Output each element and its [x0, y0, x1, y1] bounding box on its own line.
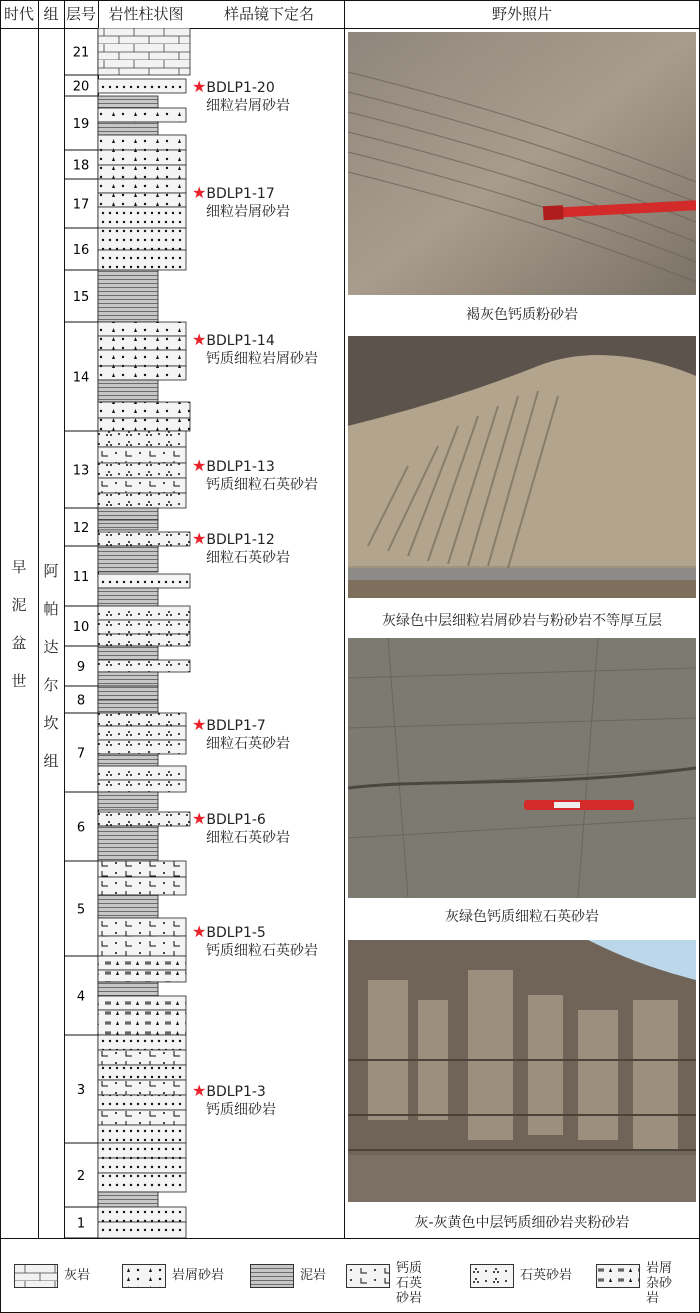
sample-divider: [344, 0, 345, 1238]
rock-bed-2-1: [98, 1143, 186, 1158]
rock-bed-7-1: [98, 713, 186, 726]
legend-quartz-sandstone-icon: [470, 1264, 514, 1288]
layer-number-17: 17: [72, 197, 90, 213]
rock-bed-14-5: [98, 380, 158, 402]
rock-bed-5-2: [98, 877, 186, 895]
rock-bed-13-4: [98, 478, 186, 493]
rock-bed-6-1: [98, 792, 158, 810]
rock-bed-4-4: [98, 996, 186, 1010]
rock-bed-5-5: [98, 936, 186, 956]
rock-bed-16-1: [98, 228, 186, 250]
star-icon: ★: [192, 529, 207, 548]
legend-calcareous-quartz-sandstone-icon: [346, 1264, 390, 1288]
rock-bed-10-1: [98, 606, 190, 620]
star-icon: ★: [192, 809, 207, 828]
rock-bed-5-1: [98, 861, 186, 877]
rock-bed-18-1: [98, 150, 186, 165]
top-border: [0, 0, 700, 1]
rock-bed-14-1: [98, 322, 186, 336]
rock-bed-3-5: [98, 1095, 186, 1110]
rock-bed-19-2: [98, 108, 186, 122]
rock-bed-8-1: [98, 686, 158, 700]
photo-caption-4: 灰-灰黄色中层钙质细砂岩夹粉砂岩: [414, 1215, 630, 1231]
legend-mudstone-label: 泥岩: [300, 1268, 327, 1283]
legend-lithic-greywacke-icon: [596, 1264, 640, 1288]
rock-bed-17-3: [98, 207, 186, 228]
layer-number-3: 3: [76, 1083, 86, 1098]
star-icon: ★: [192, 715, 207, 734]
legend-mudstone-icon: [250, 1264, 294, 1288]
layer-number-12: 12: [72, 521, 90, 536]
layer-number-1: 1: [76, 1216, 86, 1232]
rock-bed-17-1: [98, 179, 186, 193]
header-sample: 样品镜下定名: [223, 5, 314, 23]
rock-bed-19-1: [98, 96, 158, 108]
rock-bed-14-3: [98, 350, 186, 366]
rock-bed-14-7: [98, 418, 190, 431]
rock-bed-3-3: [98, 1065, 186, 1080]
layer-number-8: 8: [76, 693, 86, 709]
rock-bed-3-6: [98, 1110, 186, 1125]
rock-bed-7-4: [98, 754, 158, 766]
rock-bed-4-5: [98, 1010, 186, 1035]
rock-bed-13-3: [98, 463, 186, 478]
layer-number-6: 6: [76, 820, 86, 836]
sample-bdlp1-17: ★BDLP1-17 细粒岩屑砂岩: [192, 183, 290, 220]
rock-bed-13-5: [98, 493, 186, 508]
layer-number-9: 9: [76, 660, 86, 675]
rock-bed-5-3: [98, 895, 158, 918]
legend-quartz-sandstone-label: 石英砂岩: [520, 1268, 573, 1283]
rock-bed-9-3: [98, 672, 158, 686]
rock-bed-19-4: [98, 135, 186, 150]
rock-bed-4-3: [98, 982, 158, 996]
sample-bdlp1-6: ★BDLP1-6 细粒石英砂岩: [192, 809, 290, 846]
sample-bdlp1-14: ★BDLP1-14 钙质细粒岩屑砂岩: [192, 330, 318, 367]
rock-bed-10-3: [98, 634, 190, 646]
rock-bed-14-6: [98, 402, 190, 418]
field-photo-3: [348, 638, 696, 898]
star-icon: ★: [192, 77, 207, 96]
layer-number-2: 2: [76, 1169, 86, 1184]
photo-caption-1: 褐灰色钙质粉砂岩: [466, 307, 578, 323]
rock-bed-1-1: [98, 1207, 186, 1222]
rock-bed-12-3: [98, 532, 190, 546]
field-photo-4: [348, 940, 696, 1202]
rock-bed-8-2: [98, 700, 158, 713]
rock-bed-2-3: [98, 1173, 186, 1192]
legend-lithic-sandstone-icon: [122, 1264, 166, 1288]
rock-bed-20-1: [98, 79, 186, 93]
rock-bed-6-2: [98, 812, 190, 826]
layer-number-21: 21: [72, 45, 90, 61]
table-bottom-border: [0, 1238, 700, 1239]
layer-number-14: 14: [72, 370, 90, 386]
header-column: 岩性柱状图: [108, 5, 184, 23]
rock-bed-4-1: [98, 956, 186, 970]
photo-caption-3: 灰绿色钙质细粒石英砂岩: [445, 909, 599, 925]
star-icon: ★: [192, 456, 207, 475]
rock-bed-7-6: [98, 780, 186, 792]
rock-bed-14-2: [98, 336, 186, 350]
legend-limestone-icon: [14, 1264, 58, 1288]
rock-bed-9-2: [98, 660, 190, 672]
rock-bed-18-2: [98, 165, 186, 179]
rock-bed-3-4: [98, 1080, 186, 1095]
rock-bed-15-1: [98, 270, 158, 322]
layer-number-15: 15: [72, 290, 90, 305]
layer-number-16: 16: [72, 243, 90, 258]
layer-number-18: 18: [72, 158, 90, 174]
photo-caption-2: 灰绿色中层细粒岩屑砂岩与粉砂岩不等厚互层: [382, 613, 662, 629]
rock-bed-3-7: [98, 1125, 186, 1143]
rock-bed-3-2: [98, 1050, 186, 1065]
legend-lithic-sandstone-label: 岩屑砂岩: [172, 1268, 225, 1283]
rock-bed-11-3: [98, 588, 158, 606]
star-icon: ★: [192, 1081, 207, 1100]
rock-bed-3-1: [98, 1035, 186, 1050]
legend-limestone-label: 灰岩: [64, 1268, 91, 1283]
sample-bdlp1-7: ★BDLP1-7 细粒石英砂岩: [192, 715, 290, 752]
rock-bed-12-1: [98, 508, 158, 520]
star-icon: ★: [192, 330, 207, 349]
sample-bdlp1-13: ★BDLP1-13 钙质细粒石英砂岩: [192, 456, 318, 493]
layer-number-4: 4: [76, 989, 86, 1005]
rock-bed-7-5: [98, 766, 186, 780]
rock-bed-19-3: [98, 122, 158, 135]
rock-bed-7-2: [98, 726, 186, 740]
sample-bdlp1-5: ★BDLP1-5 钙质细粒石英砂岩: [192, 922, 318, 959]
rock-bed-9-1: [98, 646, 158, 660]
rock-bed-1-2: [98, 1222, 186, 1238]
rock-bed-14-4: [98, 366, 186, 380]
rock-bed-13-1: [98, 431, 186, 447]
formation-label: 阿 帕 达 尔 坎 组: [43, 562, 59, 770]
rock-bed-4-2: [98, 970, 186, 982]
layer-number-5: 5: [76, 902, 86, 918]
rock-bed-5-4: [98, 918, 186, 936]
legend-calcareous-quartz-sandstone-label: 钙质石英砂岩: [396, 1261, 423, 1306]
legend-lithic-greywacke-label: 岩屑杂砂岩: [646, 1261, 673, 1306]
sample-bdlp1-12: ★BDLP1-12 细粒石英砂岩: [192, 529, 290, 566]
rock-bed-16-2: [98, 250, 186, 270]
star-icon: ★: [192, 922, 207, 941]
rock-bed-11-2: [98, 574, 190, 588]
header-photos: 野外照片: [491, 5, 552, 23]
layer-number-10: 10: [72, 620, 90, 635]
rock-bed-21-1: [98, 28, 190, 75]
sample-bdlp1-3: ★BDLP1-3 钙质细砂岩: [192, 1081, 276, 1118]
layer-number-13: 13: [72, 463, 90, 479]
header-era: 时代: [3, 5, 34, 23]
rock-bed-7-3: [98, 740, 186, 754]
layer-number-7: 7: [76, 746, 86, 762]
rock-bed-2-4: [98, 1192, 158, 1207]
rock-bed-17-2: [98, 193, 186, 207]
layer-number-19: 19: [72, 117, 90, 132]
era-label: 早 泥 盆 世: [11, 558, 27, 690]
rock-bed-6-3: [98, 826, 158, 861]
rock-bed-11-1: [98, 546, 158, 572]
rock-bed-13-2: [98, 447, 186, 463]
header-layer-no: 层号: [65, 5, 96, 23]
layer-number-20: 20: [72, 79, 90, 95]
layer-number-11: 11: [72, 570, 90, 585]
rock-bed-2-2: [98, 1158, 186, 1173]
star-icon: ★: [192, 183, 207, 202]
rock-bed-10-2: [98, 620, 190, 634]
sample-bdlp1-20: ★BDLP1-20 细粒岩屑砂岩: [192, 77, 290, 114]
field-photo-1: [348, 32, 696, 295]
field-photo-2: [348, 336, 696, 598]
header-formation: 组: [43, 5, 59, 23]
rock-bed-12-2: [98, 520, 158, 530]
